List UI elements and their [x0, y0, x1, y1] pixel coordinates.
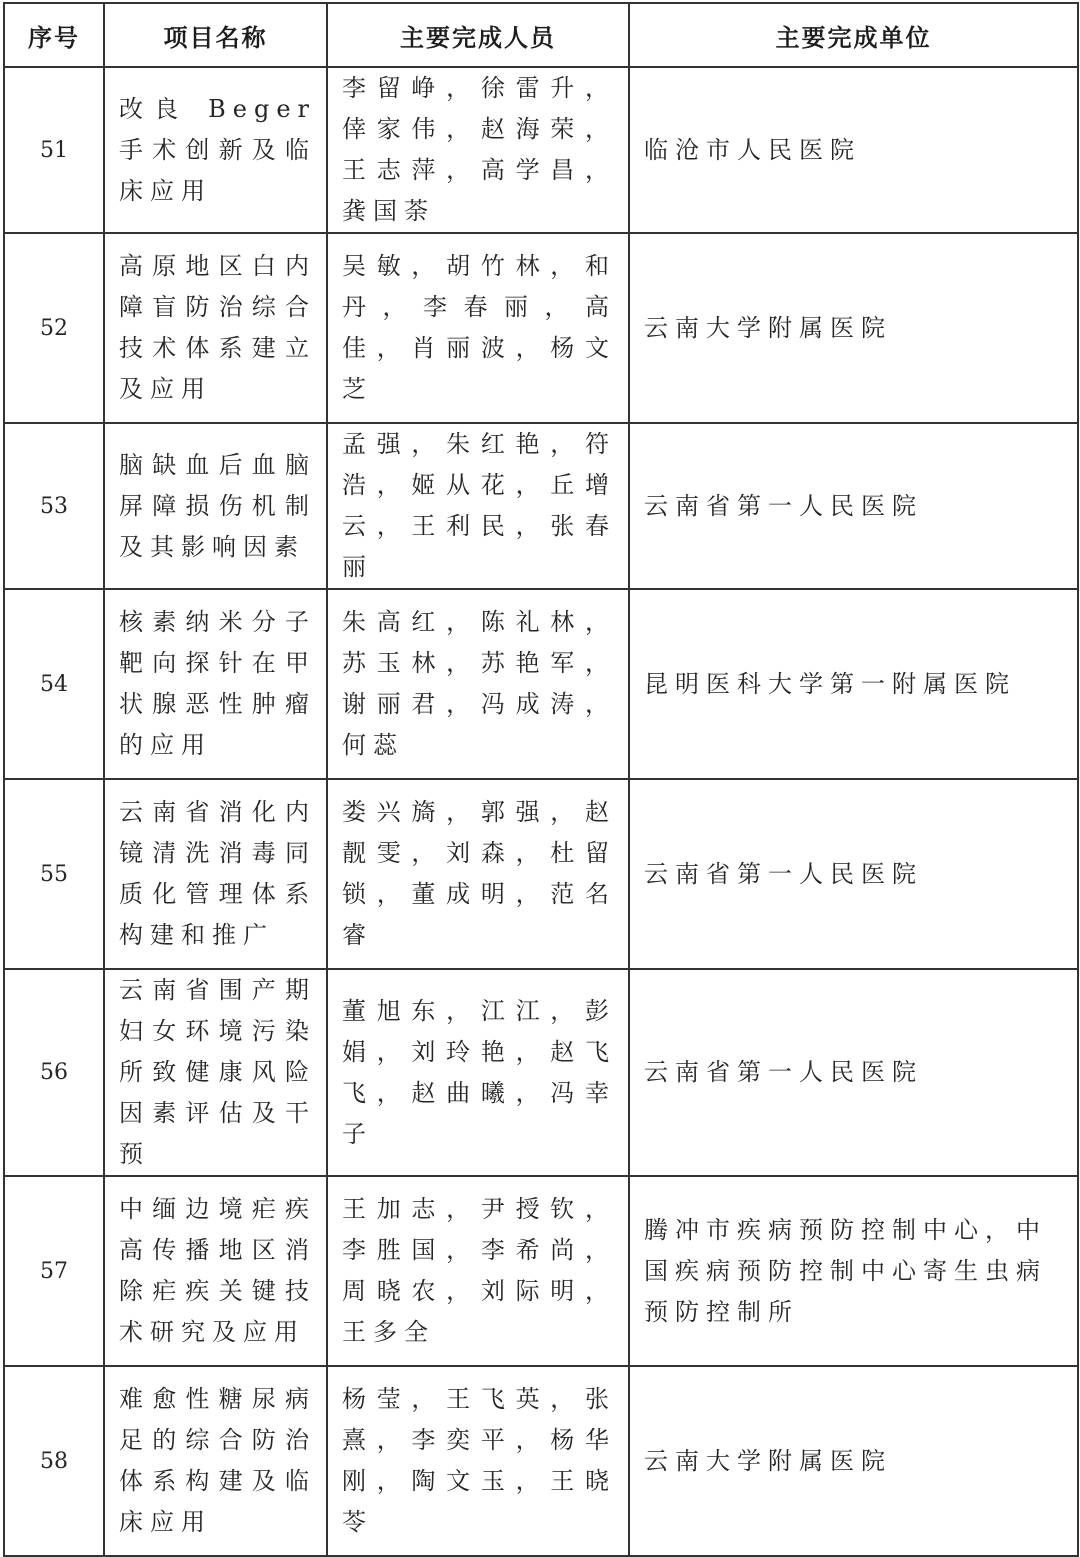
row-personnel: 董旭东，江江，彭娟，刘玲艳，赵飞飞，赵曲曦，冯幸子 [327, 969, 629, 1176]
row-organization: 云南大学附属医院 [629, 1366, 1078, 1556]
table-row [4, 67, 1078, 233]
table-row [4, 1366, 1078, 1556]
header-project-name: 项目名称 [104, 3, 327, 67]
row-project-name: 云南省消化内镜清洗消毒同质化管理体系构建和推广 [104, 779, 327, 969]
row-index: 51 [4, 67, 104, 233]
row-organization: 腾冲市疾病预防控制中心，中国疾病预防控制中心寄生虫病预防控制所 [629, 1176, 1078, 1366]
row-personnel: 朱高红，陈礼林，苏玉林，苏艳军，谢丽君，冯成涛，何蕊 [327, 589, 629, 779]
table-row [4, 233, 1078, 423]
row-project-name: 核素纳米分子靶向探针在甲状腺恶性肿瘤的应用 [104, 589, 327, 779]
table-row [4, 969, 1078, 1176]
row-personnel: 娄兴旖，郭强，赵靓雯，刘森，杜留锁，董成明，范名睿 [327, 779, 629, 969]
award-table [3, 2, 1079, 1557]
table-header-row [4, 3, 1078, 67]
row-organization: 临沧市人民医院 [629, 67, 1078, 233]
row-project-name: 高原地区白内障盲防治综合技术体系建立及应用 [104, 233, 327, 423]
row-project-name: 脑缺血后血脑屏障损伤机制及其影响因素 [104, 423, 327, 589]
table-row [4, 779, 1078, 969]
row-project-name: 云南省围产期妇女环境污染所致健康风险因素评估及干预 [104, 969, 327, 1176]
header-main-organization: 主要完成单位 [629, 3, 1078, 67]
table-row [4, 589, 1078, 779]
row-organization: 云南省第一人民医院 [629, 779, 1078, 969]
row-personnel: 吴敏，胡竹林，和丹，李春丽，高佳，肖丽波，杨文芝 [327, 233, 629, 423]
row-index: 56 [4, 969, 104, 1176]
header-main-personnel: 主要完成人员 [327, 3, 629, 67]
row-index: 58 [4, 1366, 104, 1556]
row-project-name: 改良 Beger 手术创新及临床应用 [104, 67, 327, 233]
row-personnel: 孟强，朱红艳，符浩，姬从花，丘增云，王利民，张春丽 [327, 423, 629, 589]
table-row [4, 1176, 1078, 1366]
row-index: 57 [4, 1176, 104, 1366]
row-index: 55 [4, 779, 104, 969]
row-personnel: 李留峥，徐雷升，倖家伟，赵海荣，王志萍，高学昌，龚国荼 [327, 67, 629, 233]
row-organization: 云南省第一人民医院 [629, 423, 1078, 589]
row-personnel: 杨莹，王飞英，张熹，李奕平，杨华刚，陶文玉，王晓苓 [327, 1366, 629, 1556]
row-organization: 昆明医科大学第一附属医院 [629, 589, 1078, 779]
row-index: 53 [4, 423, 104, 589]
row-index: 52 [4, 233, 104, 423]
row-index: 54 [4, 589, 104, 779]
row-organization: 云南大学附属医院 [629, 233, 1078, 423]
row-organization: 云南省第一人民医院 [629, 969, 1078, 1176]
table-row [4, 423, 1078, 589]
row-project-name: 难愈性糖尿病足的综合防治体系构建及临床应用 [104, 1366, 327, 1556]
row-personnel: 王加志，尹授钦，李胜国，李希尚，周晓农，刘际明，王多全 [327, 1176, 629, 1366]
header-index: 序号 [4, 3, 104, 67]
row-project-name: 中缅边境疟疾高传播地区消除疟疾关键技术研究及应用 [104, 1176, 327, 1366]
